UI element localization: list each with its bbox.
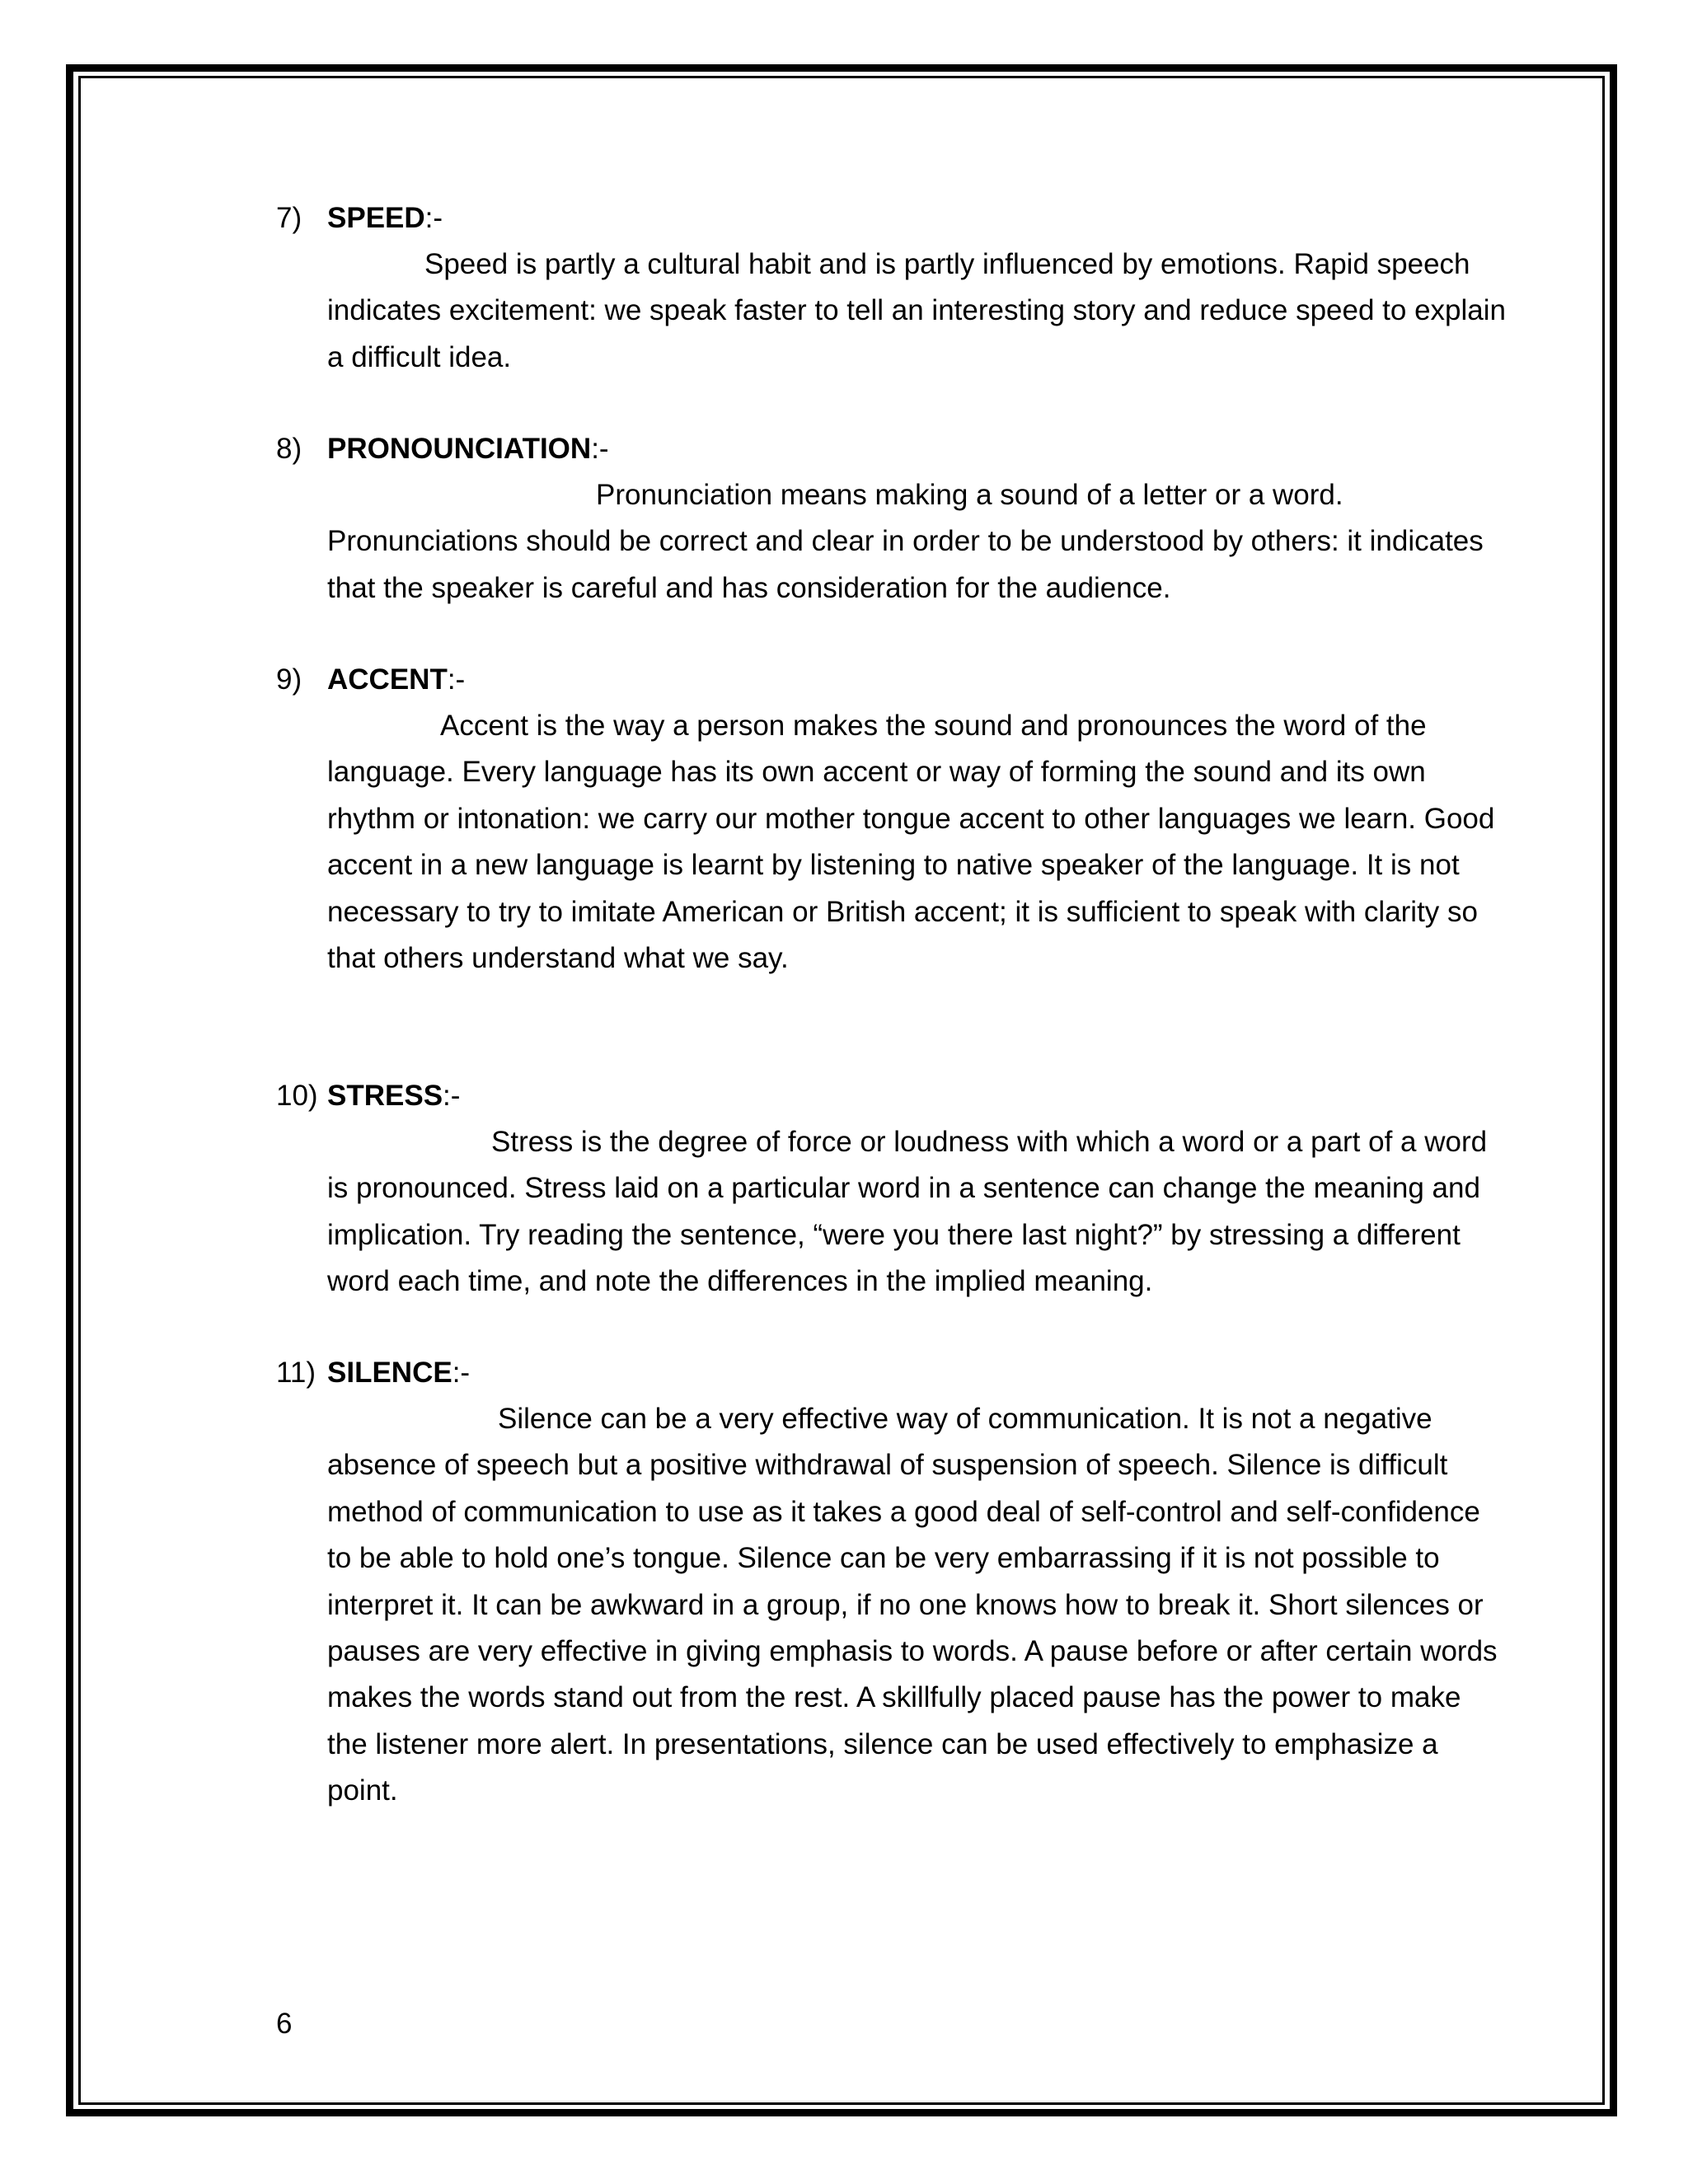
- section-title-group: [327, 1350, 470, 1396]
- section-title: ACCENT: [327, 663, 448, 696]
- section-body-silence: Silence can be a very effective way of communication. It is not a negative absence of speech but a positive withdrawal of suspension of speech. Silence is difficult method of communication to use as it takes a good deal of self-control and self-confidence to be able to hold one’s tongue. Silence can be very embarrassing if it is not possible to interpret it. It can be awkward in a group, if no one knows how to break it. Short silences or pauses are very effective in giving emphasis to words. A pause before or after certain words makes the words stand out from the rest. A skillfully placed pause has the power to make the listener more alert. In presentations, silence can be used effectively to emphasize a point.: [327, 1403, 1498, 1807]
- section-title-suffix: :-: [591, 433, 609, 465]
- section-title-suffix: :-: [447, 663, 466, 696]
- section-title-suffix: :-: [452, 1357, 471, 1389]
- section-title: SILENCE: [327, 1357, 452, 1389]
- section-number: 9): [276, 663, 302, 696]
- section-title-suffix: :-: [424, 202, 443, 234]
- section-body-speed: Speed is partly a cultural habit and is partly influenced by emotions. Rapid speech indicates excitement: we speak faster to tell an interesting story and reduce speed to explain a difficult idea.: [327, 248, 1506, 373]
- section-number: 10): [276, 1080, 318, 1112]
- section-title-group: [327, 195, 443, 241]
- section-title-group: [327, 426, 609, 472]
- section-number: 11): [276, 1357, 316, 1389]
- section-title: STRESS: [327, 1080, 443, 1112]
- section-title: SPEED: [327, 202, 425, 234]
- section-number: 8): [276, 433, 302, 465]
- section-title-group: [327, 657, 465, 703]
- section-body-accent: Accent is the way a person makes the sound and pronounces the word of the language. Every language has its own accent or way of forming the sound and its own rhythm or intonation: we carry our mother tongue accent to other languages we learn. Good accent in a new language is learnt by listening to native speaker of the language. It is not necessary to try to imitate American or British accent; it is sufficient to speak with clarity so that others understand what we say.: [327, 710, 1495, 975]
- section-title-suffix: :-: [443, 1080, 461, 1112]
- section-number: 7): [276, 202, 302, 234]
- section-body-stress: Stress is the degree of force or loudness with which a word or a part of a word is pronounced. Stress laid on a particular word in a sentence can change the meaning and implication. Try reading the sentence, “were you there last night?” by stressing a different word each time, and note the differences in the implied meaning.: [327, 1126, 1488, 1298]
- section-title: PRONOUNCIATION: [327, 433, 592, 465]
- page-number: 6: [276, 2008, 293, 2040]
- section-body-pronounciation: Pronunciation means making a sound of a letter or a word. Pronunciations should be correct and clear in order to be understood by others: it indicates that the speaker is careful and has consideration for the audience.: [327, 479, 1484, 604]
- section-title-group: [327, 1073, 460, 1119]
